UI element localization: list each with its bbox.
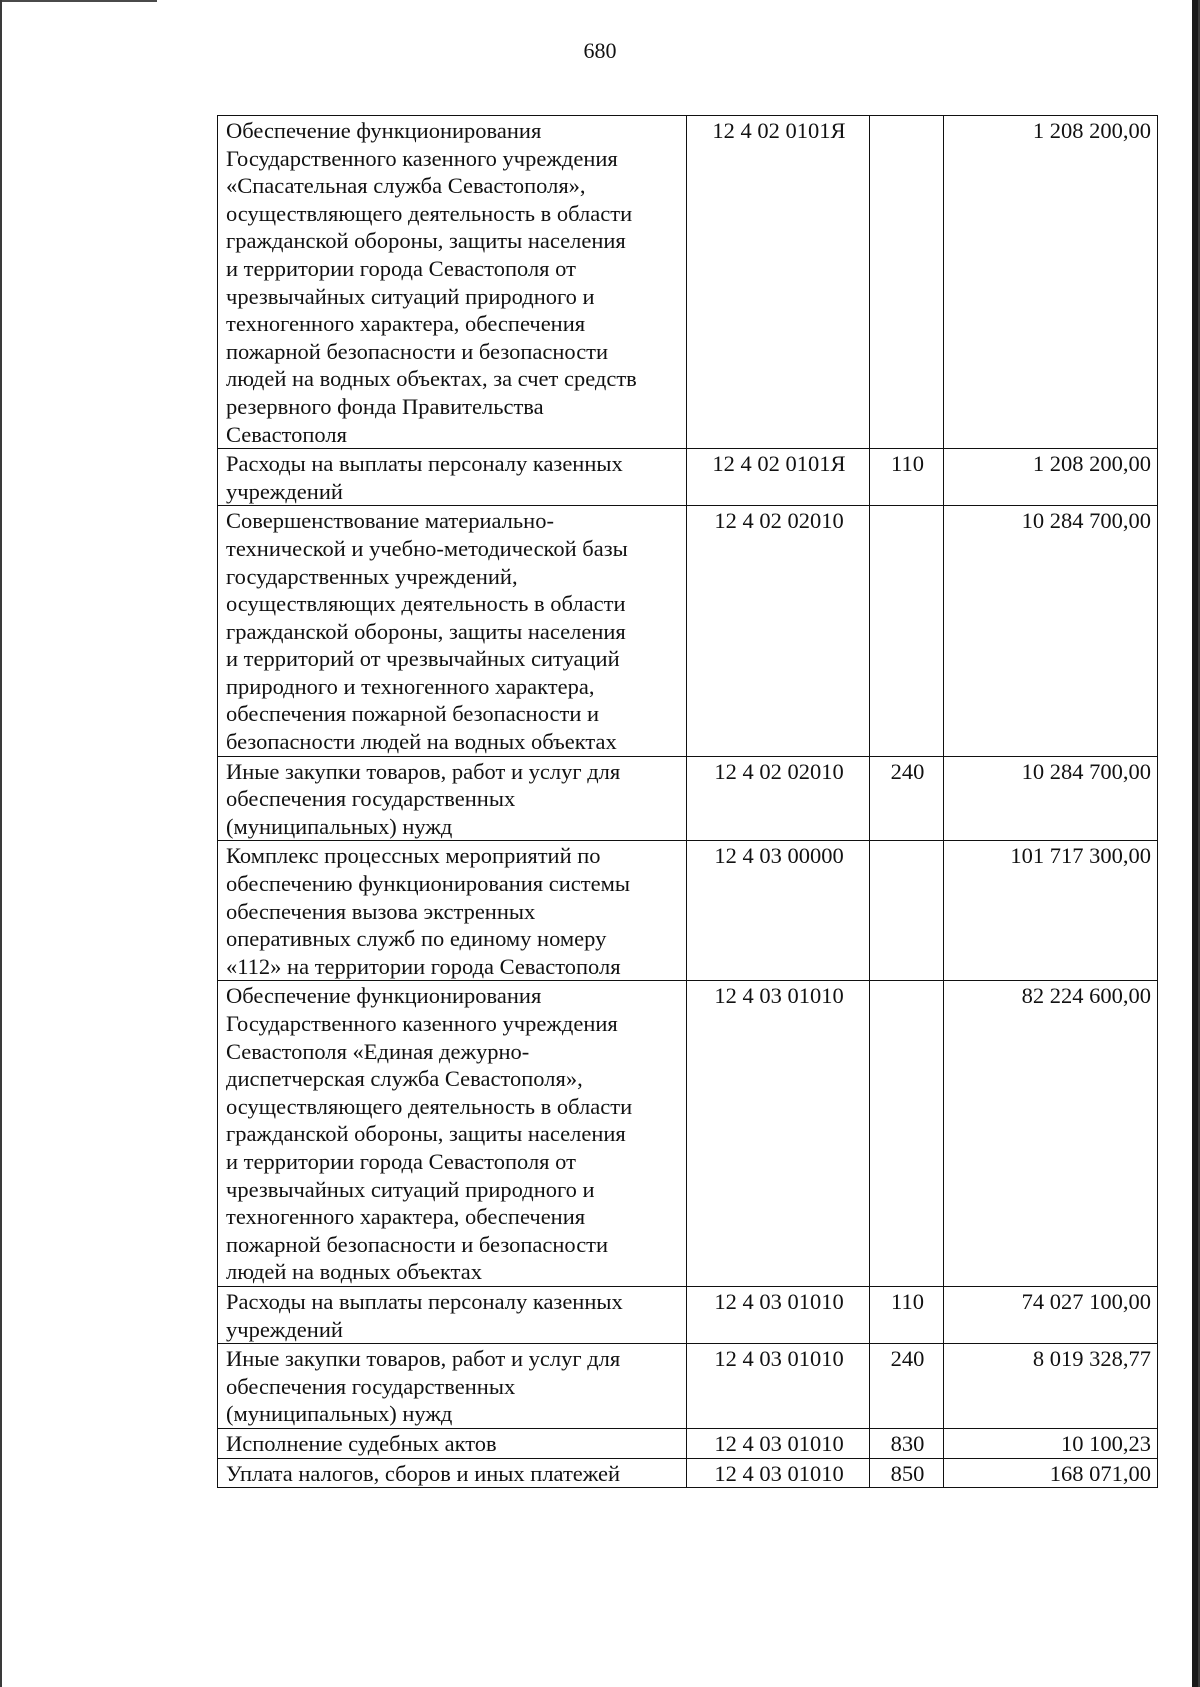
- row-expense-type: 240: [870, 756, 944, 841]
- row-amount: 74 027 100,00: [944, 1286, 1158, 1343]
- row-target-code: 12 4 03 01010: [687, 1458, 870, 1488]
- row-amount: 10 284 700,00: [944, 756, 1158, 841]
- row-amount: 168 071,00: [944, 1458, 1158, 1488]
- row-description: Комплекс процессных мероприятий по обеспечению функционирования системы обеспечения вызова экстренных оперативных служб по единому номеру «112» на территории города Севастополя: [218, 841, 687, 981]
- row-description: Иные закупки товаров, работ и услуг для обеспечения государственных (муниципальных) нужд: [218, 756, 687, 841]
- table-row: [218, 1286, 1158, 1343]
- row-amount: 101 717 300,00: [944, 841, 1158, 981]
- row-description: Обеспечение функционирования Государственного казенного учреждения «Спасательная служба Севастополя», осуществляющего деятельность в области гражданской обороны, защиты населения и территории города Севастополя от чрезвычайных ситуаций природного и техногенного характера, обеспечения пожарной безопасности и безопасности людей на водных объектах, за счет средств резервного фонда Правительства Севастополя: [218, 116, 687, 449]
- row-expense-type: 850: [870, 1458, 944, 1488]
- row-amount: 1 208 200,00: [944, 116, 1158, 449]
- table-row: [218, 1344, 1158, 1429]
- table-row: [218, 506, 1158, 756]
- table-row: [218, 1458, 1158, 1488]
- row-target-code: 12 4 02 02010: [687, 756, 870, 841]
- scan-edge-top: [2, 0, 157, 2]
- row-description: Обеспечение функционирования Государственного казенного учреждения Севастополя «Единая дежурно- диспетчерская служба Севастополя», осуществляющего деятельность в области гражданской обороны, защиты населения и территории города Севастополя от чрезвычайных ситуаций природного и техногенного характера, обеспечения пожарной безопасности и безопасности людей на водных объектах: [218, 981, 687, 1287]
- row-target-code: 12 4 03 00000: [687, 841, 870, 981]
- table-row: [218, 756, 1158, 841]
- table-row: [218, 1428, 1158, 1458]
- row-target-code: 12 4 02 02010: [687, 506, 870, 756]
- row-target-code: 12 4 03 01010: [687, 1428, 870, 1458]
- budget-table: [217, 115, 1158, 1488]
- row-amount: 82 224 600,00: [944, 981, 1158, 1287]
- row-expense-type: 240: [870, 1344, 944, 1429]
- row-expense-type: [870, 841, 944, 981]
- row-target-code: 12 4 02 0101Я: [687, 116, 870, 449]
- table-row: [218, 841, 1158, 981]
- row-target-code: 12 4 03 01010: [687, 981, 870, 1287]
- table-row: [218, 981, 1158, 1287]
- row-amount: 1 208 200,00: [944, 449, 1158, 506]
- page-number: 680: [583, 38, 617, 63]
- row-description: Совершенствование материально- технической и учебно-методической базы государственных учреждений, осуществляющих деятельность в области гражданской обороны, защиты населения и территорий от чрезвычайных ситуаций природного и техногенного характера, обеспечения пожарной безопасности и безопасности людей на водных объектах: [218, 506, 687, 756]
- row-expense-type: 110: [870, 449, 944, 506]
- row-expense-type: [870, 506, 944, 756]
- row-description: Расходы на выплаты персоналу казенных учреждений: [218, 449, 687, 506]
- row-expense-type: 110: [870, 1286, 944, 1343]
- row-description: Исполнение судебных актов: [218, 1428, 687, 1458]
- row-target-code: 12 4 03 01010: [687, 1286, 870, 1343]
- row-expense-type: 830: [870, 1428, 944, 1458]
- row-description: Уплата налогов, сборов и иных платежей: [218, 1458, 687, 1488]
- table-row: [218, 116, 1158, 449]
- row-target-code: 12 4 03 01010: [687, 1344, 870, 1429]
- row-expense-type: [870, 116, 944, 449]
- row-amount: 8 019 328,77: [944, 1344, 1158, 1429]
- scan-edge-right: [1192, 0, 1198, 1687]
- row-expense-type: [870, 981, 944, 1287]
- row-description: Иные закупки товаров, работ и услуг для обеспечения государственных (муниципальных) нужд: [218, 1344, 687, 1429]
- row-amount: 10 284 700,00: [944, 506, 1158, 756]
- row-target-code: 12 4 02 0101Я: [687, 449, 870, 506]
- row-amount: 10 100,23: [944, 1428, 1158, 1458]
- row-description: Расходы на выплаты персоналу казенных учреждений: [218, 1286, 687, 1343]
- table-row: [218, 449, 1158, 506]
